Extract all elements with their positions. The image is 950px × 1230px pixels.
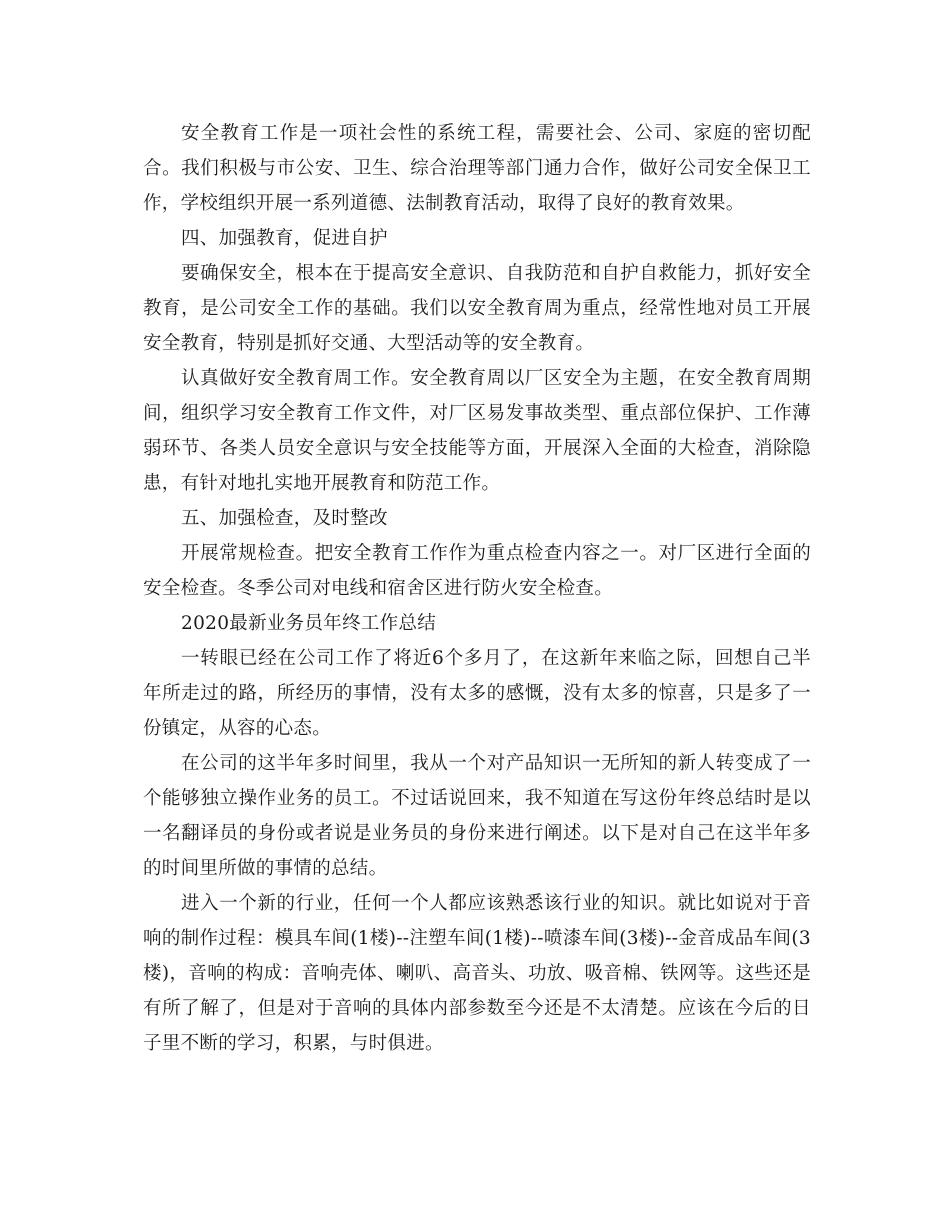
section-heading-education: 四、加强教育，促进自护 <box>181 228 388 249</box>
paragraph-half-year: 一转眼已经在公司工作了将近6个多月了，在这新年来临之际，回想自己半年所走过的路，所经历的事情，没有太多的感慨，没有太多的惊喜，只是多了一份镇定，从容的心态。 <box>143 648 811 739</box>
document-subtitle: 2020最新业务员年终工作总结 <box>181 613 437 634</box>
document-body <box>143 116 811 1061</box>
paragraph-routine-inspection: 开展常规检查。把安全教育工作作为重点检查内容之一。对厂区进行全面的安全检查。冬季公司对电线和宿舍区进行防火安全检查。 <box>143 543 811 599</box>
paragraph-industry-knowledge: 进入一个新的行业，任何一个人都应该熟悉该行业的知识。就比如说对于音响的制作过程：模具车间(1楼)--注塑车间(1楼)--喷漆车间(3楼)--金音成品车间(3楼)，音响的构成：音响壳体、喇叭、高音头、功放、吸音棉、铁网等。这些还是有所了解了，但是对于音响的具体内部参数至今还是不太清楚。应该在今后的日子里不断的学习，积累，与时俱进。 <box>143 893 811 1054</box>
paragraph-cooperation: 安全教育工作是一项社会性的系统工程，需要社会、公司、家庭的密切配合。我们积极与市公安、卫生、综合治理等部门通力合作，做好公司安全保卫工作，学校组织开展一系列道德、法制教育活动，取得了良好的教育效果。 <box>143 123 811 214</box>
paragraph-new-employee: 在公司的这半年多时间里，我从一个对产品知识一无所知的新人转变成了一个能够独立操作业务的员工。不过话说回来，我不知道在写这份年终总结时是以一名翻译员的身份或者说是业务员的身份来进行阐述。以下是对自己在这半年多的时间里所做的事情的总结。 <box>143 753 811 879</box>
paragraph-safety-awareness: 要确保安全，根本在于提高安全意识、自我防范和自护自救能力，抓好安全教育，是公司安全工作的基础。我们以安全教育周为重点，经常性地对员工开展安全教育，特别是抓好交通、大型活动等的安全教育。 <box>143 263 811 354</box>
paragraph-safety-week: 认真做好安全教育周工作。安全教育周以厂区安全为主题，在安全教育周期间，组织学习安全教育工作文件，对厂区易发事故类型、重点部位保护、工作薄弱环节、各类人员安全意识与安全技能等方面，开展深入全面的大检查，消除隐患，有针对地扎实地开展教育和防范工作。 <box>143 368 811 494</box>
section-heading-inspection: 五、加强检查，及时整改 <box>181 508 388 529</box>
